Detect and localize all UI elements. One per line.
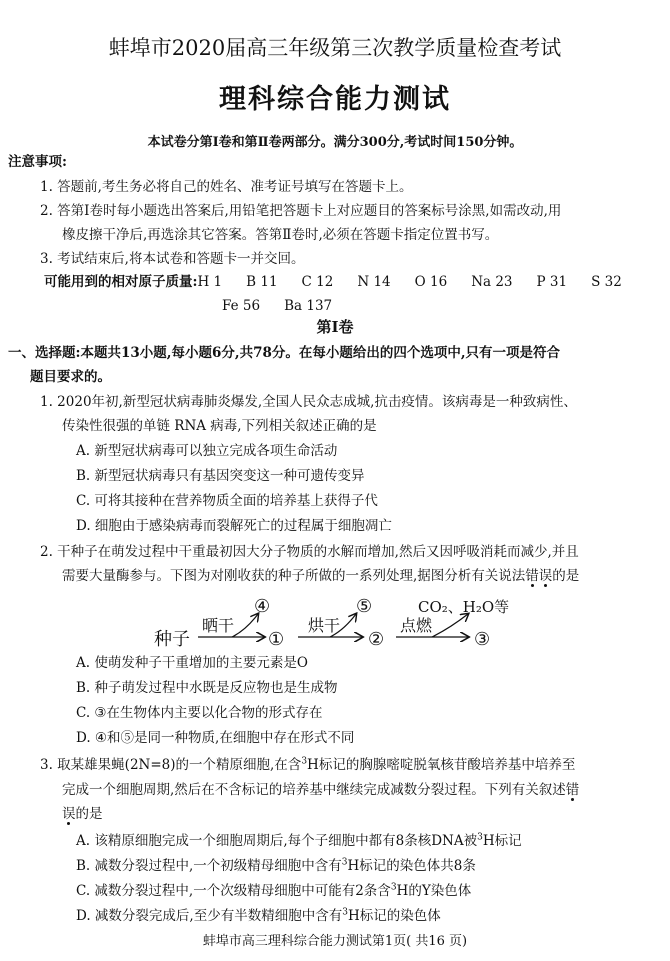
diagram-step-sun-dry: 晒干 [202, 616, 235, 635]
diagram-output-4: ④ [254, 596, 271, 617]
atomic-mass: N 14 [357, 274, 391, 290]
option-text: C. 减数分裂过程中,一个次级精母细胞中可能有2条含 [76, 883, 391, 899]
atomic-mass: Fe 56 [222, 298, 261, 314]
notice-item-3: 3. 考试结束后,将本试卷和答题卡一并交回。 [40, 251, 305, 267]
question-3-text: 3. 取某雄果蝇(2N=8)的一个精原细胞,在含 [40, 757, 302, 773]
question-1-option-d: D. 细胞由于感染病毒而裂解死亡的过程属于细胞凋亡 [76, 518, 392, 534]
seed-treatment-diagram [150, 594, 530, 652]
question-3-text: H标记的胸腺嘧啶脱氧核苷酸培养基中培养至 [307, 757, 576, 773]
option-text: H标记的染色体共8条 [347, 858, 476, 874]
question-3-stem-cont-2 [62, 804, 103, 824]
atomic-mass: P 31 [536, 274, 568, 290]
question-2-option-c: C. ③在生物体内主要以化合物的形式存在 [76, 705, 323, 721]
question-2-option-d: D. ④和⑤是同一种物质,在细胞中存在形式不同 [76, 730, 355, 746]
question-1-option-c: C. 可将其接种在营养物质全面的培养基上获得子代 [76, 493, 378, 509]
subject-title: 理科综合能力测试 [219, 84, 451, 115]
section-instruction-cont: 题目要求的。 [30, 369, 111, 385]
diagram-output-co2-h2o: CO₂、H₂O等 [418, 598, 510, 616]
question-1-stem-cont: 传染性很强的单链 RNA 病毒,下列相关叙述正确的是 [62, 418, 377, 434]
option-text: H标记 [482, 833, 522, 849]
emphasis-char: 错 [565, 782, 580, 798]
option-text: A. 该精原细胞完成一个细胞周期后,每个子细胞中都有8条核DNA被 [76, 833, 478, 849]
isotope-superscript: 3 [301, 756, 308, 767]
atomic-mass-label: 可能用到的相对原子质量: [44, 274, 198, 290]
isotope-superscript: 3 [341, 857, 348, 868]
atomic-mass: O 16 [414, 274, 448, 290]
question-2-option-a: A. 使萌发种子干重增加的主要元素是O [76, 655, 308, 671]
diagram-step-ignite: 点燃 [400, 616, 433, 635]
page-footer: 蚌埠市高三理科综合能力测试第1页( 共16 页) [202, 934, 468, 949]
question-3-option-d [76, 906, 441, 926]
diagram-branch-arrow [432, 614, 468, 637]
atomic-mass: C 12 [301, 274, 334, 290]
atomic-mass: Na 23 [471, 274, 513, 290]
atomic-mass: Ba 137 [284, 298, 333, 314]
question-1-option-a: A. 新型冠状病毒可以独立完成各项生命活动 [76, 443, 338, 459]
question-3-stem-cont [62, 780, 579, 800]
atomic-mass-row-1 [44, 272, 622, 292]
diagram-product-3: ③ [474, 629, 491, 650]
emphasis-char: 错 [525, 568, 539, 584]
emphasis-char: 误 [538, 568, 553, 584]
option-text: B. 减数分裂过程中,一个初级精母细胞中含有 [76, 858, 342, 874]
diagram-branch-arrow [232, 614, 258, 637]
diagram-output-5: ⑤ [356, 596, 373, 617]
diagram-product-2: ② [368, 629, 385, 650]
emphasis-char: 误 [62, 806, 76, 822]
diagram-step-oven-dry: 烘干 [308, 616, 341, 635]
option-text: H标记的染色体 [347, 908, 441, 924]
question-1-option-b: B. 新型冠状病毒只有基因突变这一种可遗传变异 [76, 468, 365, 484]
exam-intro: 本试卷分第Ⅰ卷和第Ⅱ卷两部分。满分300分,考试时间150分钟。 [147, 135, 523, 150]
question-3-text: 的是 [75, 806, 103, 822]
isotope-superscript: 3 [477, 832, 483, 843]
notice-heading: 注意事项: [8, 154, 67, 170]
diagram-product-1: ① [268, 629, 285, 650]
section-instruction: 一、选择题:本题共13小题,每小题6分,共78分。在每小题给出的四个选项中,只有一项是符合 [8, 345, 561, 361]
notice-item-2-cont: 橡皮擦干净后,再选涂其它答案。答第Ⅱ卷时,必须在答题卡指定位置书写。 [62, 227, 499, 243]
option-text: D. 减数分裂完成后,至少有半数精细胞中含有 [76, 908, 343, 924]
question-1-stem: 1. 2020年初,新型冠状病毒肺炎爆发,全国人民众志成城,抗击疫情。该病毒是一种致病性、 [40, 394, 577, 410]
question-3-option-b [76, 856, 476, 876]
atomic-mass: B 11 [246, 274, 278, 290]
notice-item-1: 1. 答题前,考生务必将自己的姓名、准考证号填写在答题卡上。 [40, 179, 413, 195]
question-2-stem-cont [62, 566, 579, 586]
atomic-mass: H 1 [197, 274, 223, 290]
exam-title: 蚌埠市2020届高三年级第三次教学质量检查考试 [108, 36, 562, 60]
question-2-text: 需要大量酶参与。下图为对刚收获的种子所做的一系列处理,据图分析有关说法 [62, 568, 526, 584]
isotope-superscript: 3 [342, 907, 348, 918]
question-2-text: 的是 [552, 568, 580, 584]
question-3-text: 完成一个细胞周期,然后在不含标记的培养基中继续完成减数分裂过程。下列有关叙述 [62, 782, 566, 798]
atomic-mass: S 32 [591, 274, 622, 290]
question-3-option-a [76, 831, 522, 851]
question-2-option-b: B. 种子萌发过程中水既是反应物也是生成物 [76, 680, 338, 696]
notice-item-2: 2. 答第Ⅰ卷时每小题选出答案后,用铅笔把答题卡上对应题目的答案标号涂黑,如需改动,用 [40, 203, 562, 219]
option-text: H的Y染色体 [396, 883, 472, 899]
section-title: 第Ⅰ卷 [316, 318, 354, 336]
isotope-superscript: 3 [390, 882, 397, 893]
question-3-option-c [76, 881, 471, 901]
diagram-start-seed: 种子 [154, 629, 190, 650]
question-3-stem [40, 755, 575, 775]
atomic-mass-row-2 [222, 296, 332, 316]
question-2-stem: 2. 干种子在萌发过程中干重最初因大分子物质的水解而增加,然后又因呼吸消耗而减少,并且 [40, 544, 579, 560]
